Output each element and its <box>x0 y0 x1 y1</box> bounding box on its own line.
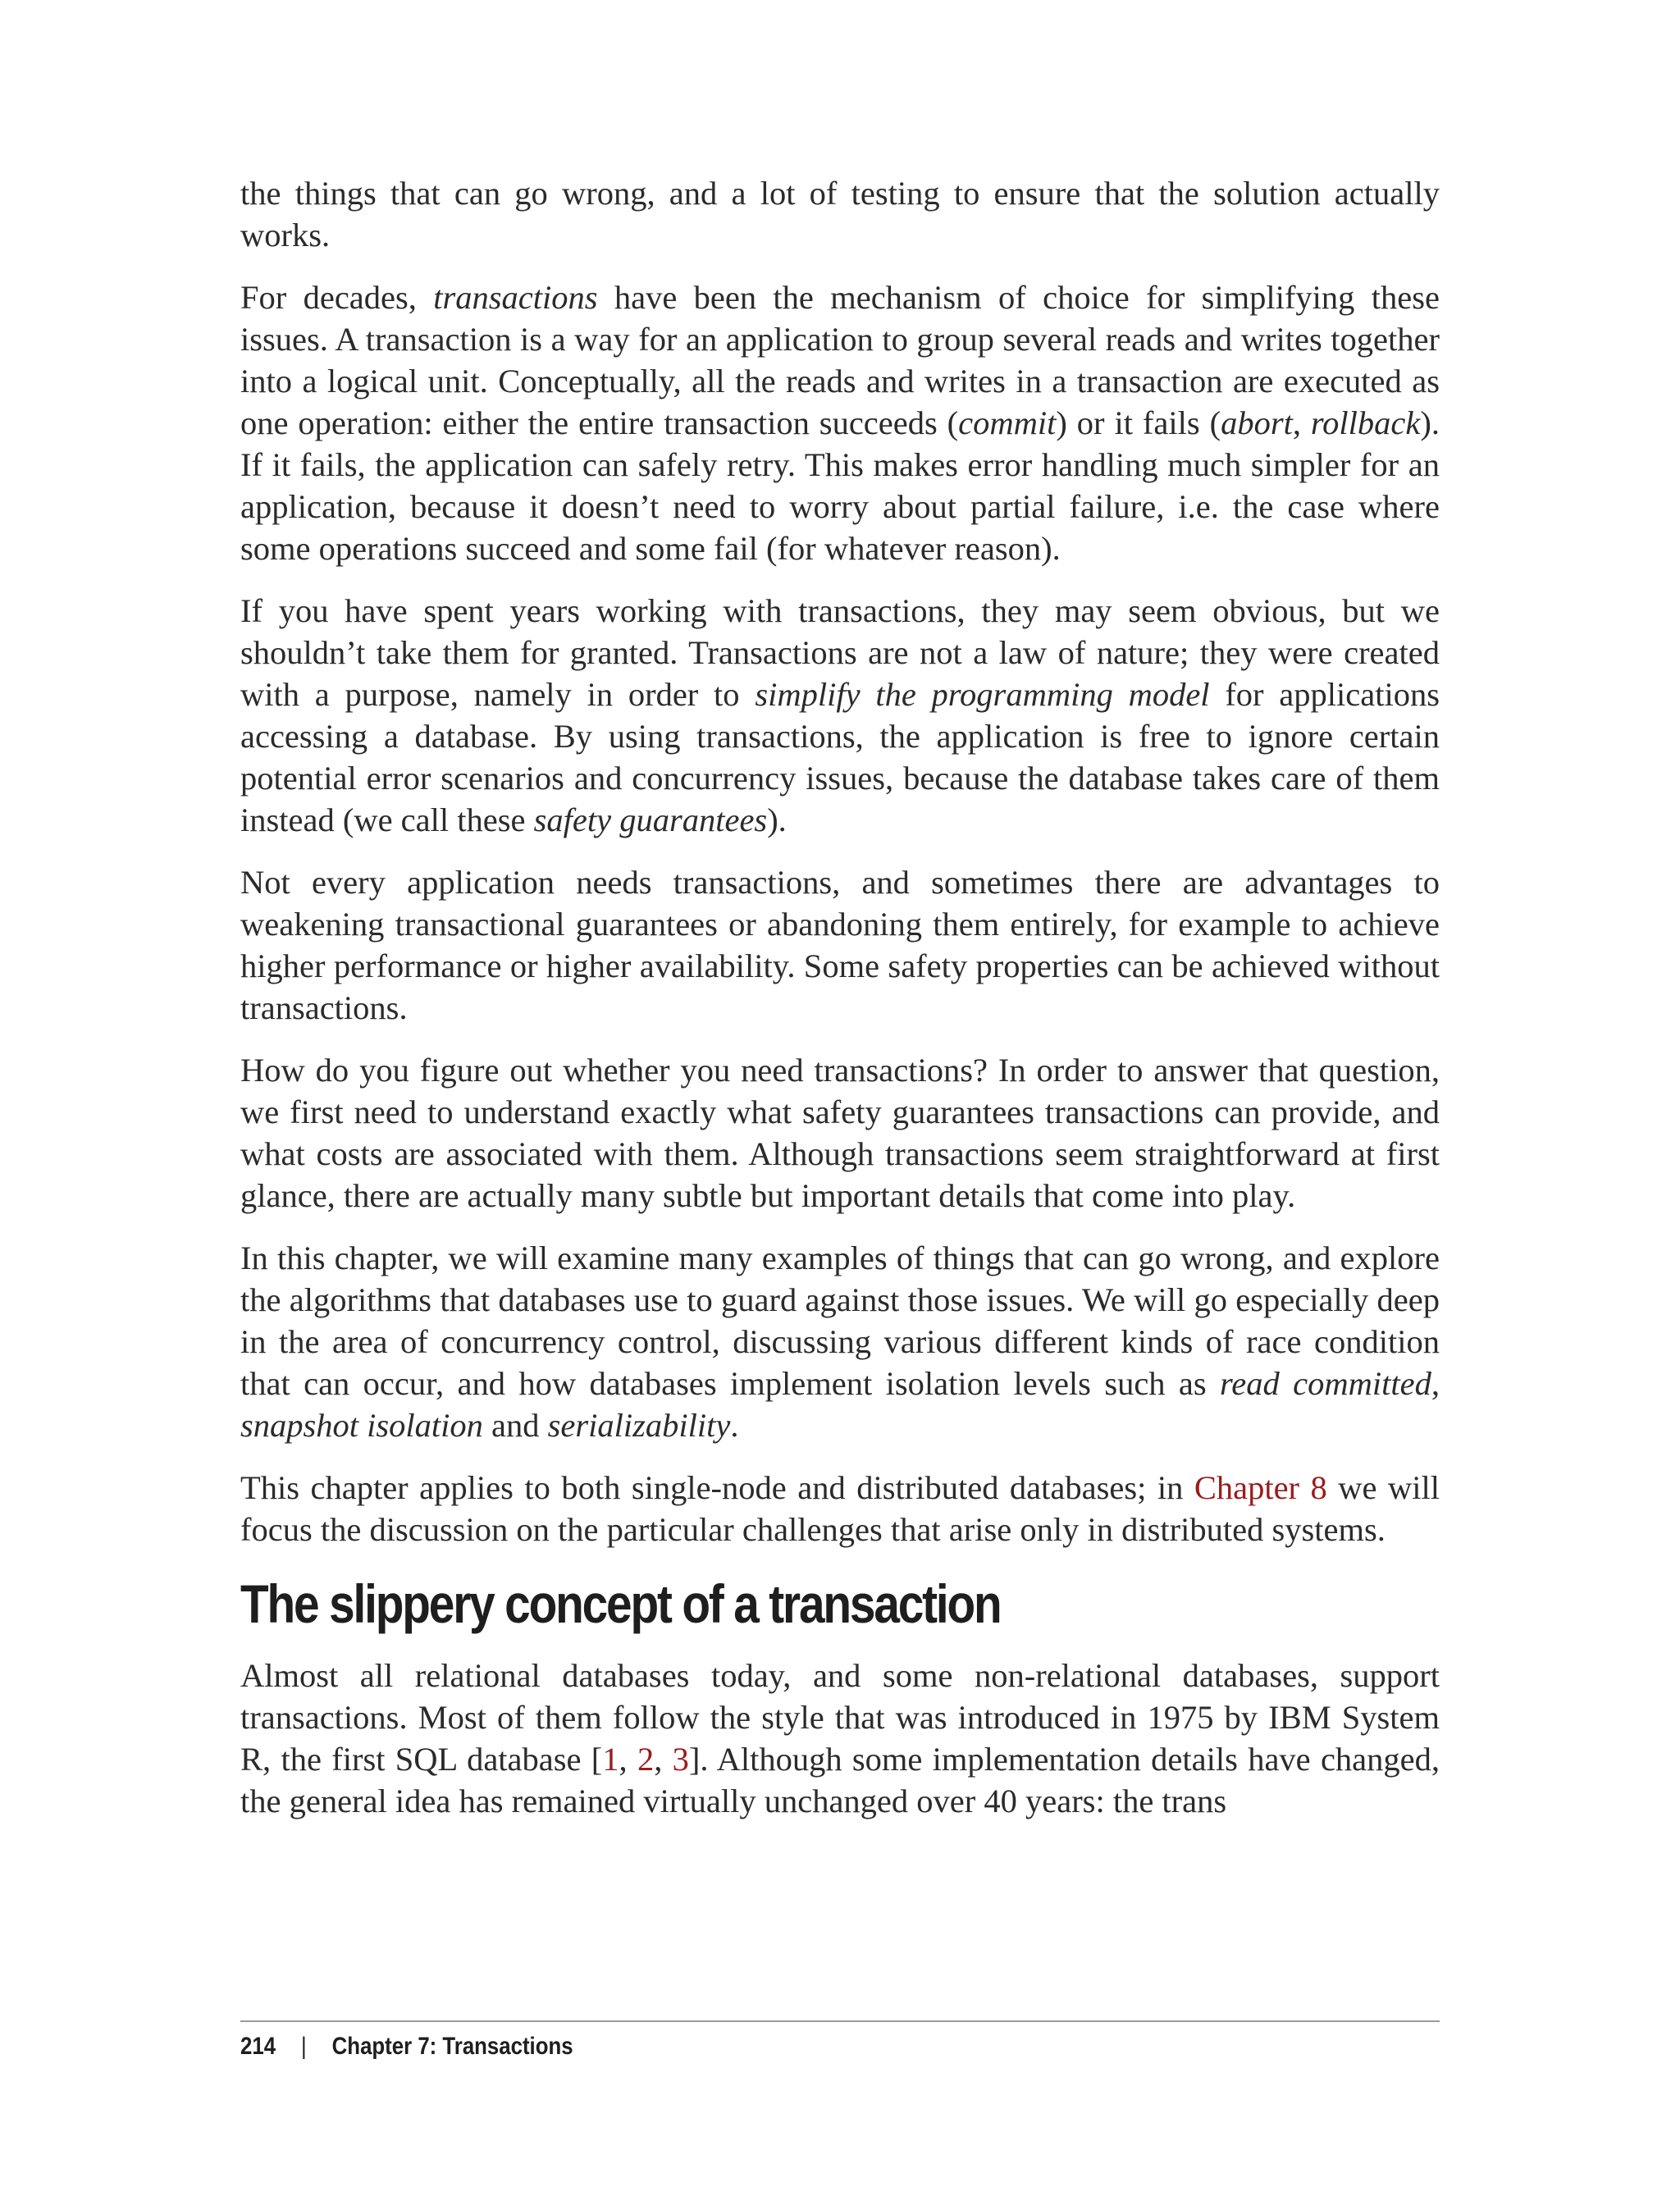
text-run: Not every application needs transactions, and sometimes there are advantages to weakening transactional guarantees or abandoning them entirely, for example to achieve higher performance or higher availability. Some safety properties can be achieved without transactions. <box>240 864 1440 1026</box>
text-run: , <box>619 1741 637 1778</box>
paragraph <box>240 1655 1440 1822</box>
emphasis-text: read committed <box>1220 1365 1431 1402</box>
emphasis-text: commit <box>958 404 1057 441</box>
page-footer <box>240 2033 573 2061</box>
chapter-title: Chapter 7: Transactions <box>331 2033 573 2060</box>
paragraph <box>240 276 1440 569</box>
text-run: For decades, <box>240 279 434 316</box>
text-run: and <box>482 1407 548 1444</box>
text-run: have been the mechanism of choice for simplifying these issues. A transaction is a way for an application to group several reads and writes together into a logical unit. Conceptually, all the reads and writes in a transaction are executed as one operation: either the entire transaction succeeds ( <box>240 279 1440 441</box>
section-heading: The slippery concept of a transaction <box>240 1573 1001 1634</box>
page-number: 214 <box>240 2033 276 2060</box>
text-run: , <box>654 1741 673 1778</box>
text-run: . <box>730 1407 739 1444</box>
cross-reference-link[interactable]: 3 <box>672 1741 689 1778</box>
text-run: How do you figure out whether you need transactions? In order to answer that question, we first need to understand exactly what safety guarantees transactions can provide, and what costs are associated with them. Although transactions seem straightforward at first glance, there are actually many subtle but important details that come into play. <box>240 1052 1440 1214</box>
footer-separator: | <box>301 2033 307 2060</box>
emphasis-text: safety guarantees <box>533 801 768 838</box>
text-run: ]. Although some implementation details have changed, the general idea has remained virtually unchanged over 40 years: the trans <box>240 1741 1440 1819</box>
paragraph <box>240 172 1440 256</box>
cross-reference-link[interactable]: 1 <box>602 1741 619 1778</box>
intro-section <box>240 172 1440 1550</box>
text-run: , <box>1431 1365 1440 1402</box>
text-run: If you have spent years working with transactions, they may seem obvious, but we shouldn’t take them for granted. Transactions are not a law of nature; they were created with a purpose, namely in order to <box>240 592 1440 713</box>
paragraph <box>240 1237 1440 1446</box>
paragraph <box>240 1467 1440 1550</box>
footer-rule <box>240 2020 1440 2022</box>
text-run: , <box>1292 404 1311 441</box>
paragraph <box>240 1049 1440 1217</box>
text-run: we will focus the discussion on the particular challenges that arise only in distributed systems. <box>240 1469 1440 1548</box>
emphasis-text: rollback <box>1310 404 1421 441</box>
cross-reference-link[interactable]: 2 <box>637 1741 655 1778</box>
text-run: ). <box>767 801 787 838</box>
section-body <box>240 1655 1440 1822</box>
emphasis-text: snapshot isolation <box>240 1407 483 1444</box>
text-run: Almost all relational databases today, and some non-relational databases, support transactions. Most of them follow the style that was introduced in 1975 by IBM System R, the first SQL database [ <box>240 1657 1440 1778</box>
paragraph <box>240 590 1440 841</box>
emphasis-text: simplify the programming model <box>755 676 1210 713</box>
text-run: the things that can go wrong, and a lot of testing to ensure that the solution actually works. <box>240 175 1440 253</box>
page-body <box>240 172 1440 1842</box>
emphasis-text: transactions <box>433 279 598 316</box>
cross-reference-link[interactable]: Chapter 8 <box>1194 1469 1327 1506</box>
text-run: for applications accessing a database. By using transactions, the application is free to ignore certain potential error scenarios and concurrency issues, because the database takes care of them instead (we call these <box>240 676 1440 838</box>
emphasis-text: abort <box>1221 404 1293 441</box>
text-run: This chapter applies to both single-node and distributed databases; in <box>240 1469 1194 1506</box>
text-run: ) or it fails ( <box>1056 404 1221 441</box>
emphasis-text: serializability <box>547 1407 731 1444</box>
paragraph <box>240 861 1440 1029</box>
text-run: ). If it fails, the application can safely retry. This makes error handling much simpler for an application, because it doesn’t need to worry about partial failure, i.e. the case where some operations succeed and some fail (for whatever reason). <box>240 404 1440 567</box>
text-run: In this chapter, we will examine many examples of things that can go wrong, and explore the algorithms that databases use to guard against those issues. We will go especially deep in the area of concurrency control, discussing various different kinds of race condition that can occur, and how databases implement isolation levels such as <box>240 1239 1440 1402</box>
